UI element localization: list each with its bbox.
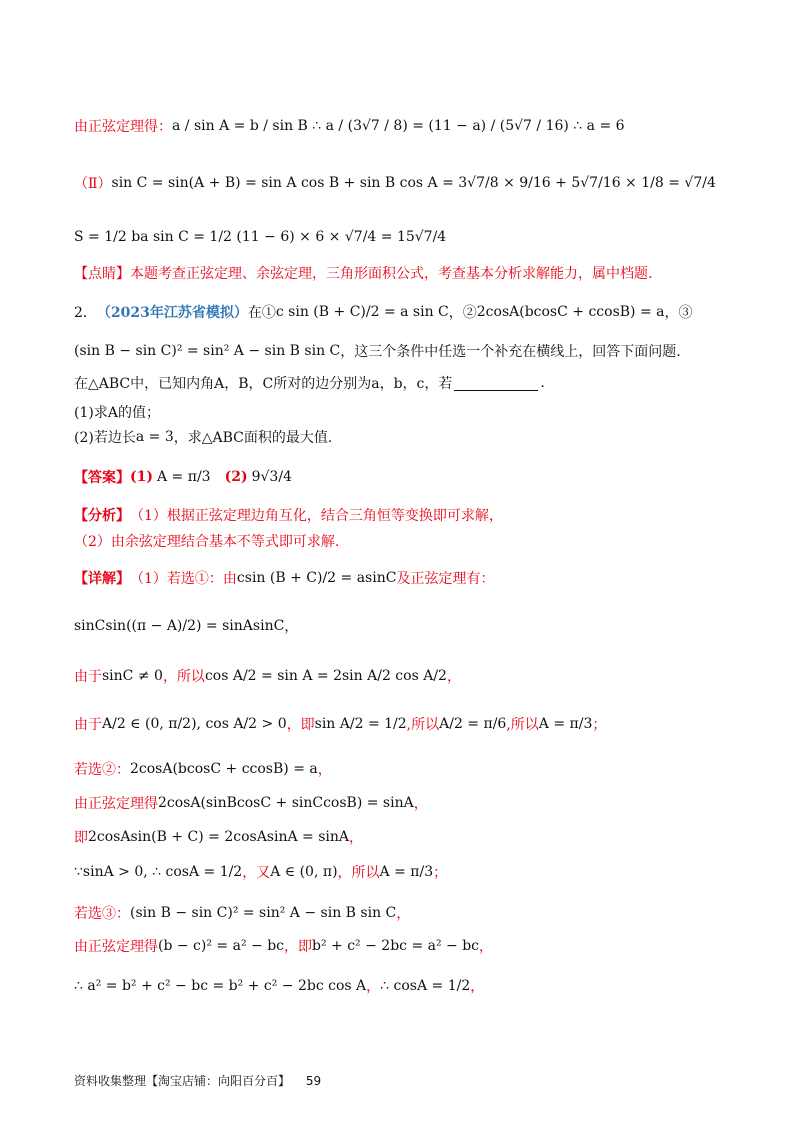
comment-line <box>74 262 652 284</box>
detail-text-10a: 由正弦定理得 <box>74 939 158 955</box>
detail-line-11 <box>74 972 484 1000</box>
question-text-2: ，② <box>448 305 477 321</box>
detail-text-9a: 若选③： <box>74 906 130 922</box>
detail-text-5-end: ， <box>317 762 332 778</box>
question-text-1: 在① <box>247 305 276 321</box>
detail-text-8a: ，又 <box>242 865 271 881</box>
detail-text-6-end: ， <box>413 796 428 812</box>
detail-text-2-end: ， <box>284 619 299 635</box>
detail-formula-10b: b² + c² − 2bc = a² − bc <box>312 938 480 954</box>
detail-line-5 <box>74 758 332 780</box>
detail-text-8b: ，所以 <box>337 865 380 881</box>
answer-part-2-label: (2) <box>224 469 248 485</box>
question-text-3: ，③ <box>664 305 693 321</box>
detail-text-7a: 即 <box>74 830 88 846</box>
detail-formula-4c: A/2 = π/6 <box>439 716 507 732</box>
detail-formula-8b: A ∈ (0, π) <box>270 864 338 880</box>
detail-text-9-end: ， <box>396 906 411 922</box>
question-number: 2． <box>74 305 97 321</box>
detail-text-4b: ，即 <box>286 717 315 733</box>
detail-line-6 <box>74 792 428 814</box>
detail-formula-7: 2cosAsin(B + C) = 2cosAsinA = sinA <box>88 829 350 845</box>
detail-text-11-end: ， <box>470 979 485 995</box>
detail-formula-3b: cos A/2 = sin A = 2sin A/2 cos A/2 <box>204 668 447 684</box>
sub-question-1 <box>74 401 160 423</box>
detail-line-1 <box>74 564 494 592</box>
condition-3-formula: (sin B − sin C)² = sin² A − sin B sin C <box>74 343 341 359</box>
detail-formula-4a: A/2 ∈ (0, π/2), cos A/2 > 0 <box>102 716 287 732</box>
answer-label: 【答案】 <box>74 470 130 486</box>
page-number: 59 <box>305 1074 322 1088</box>
part2-sinC-line <box>74 168 716 198</box>
detail-formula-3a: sinC ≠ 0 <box>102 668 163 684</box>
area-formula: S = 1/2 ba sin C = 1/2 (11 − 6) × 6 × √7/4 = 15√7/4 <box>74 229 447 245</box>
detail-text-1a: （1）若选①：由 <box>130 571 237 587</box>
detail-formula-9: (sin B − sin C)² = sin² A − sin B sin C <box>130 905 397 921</box>
question-text-4: ，这三个条件中任选一个补充在横线上，回答下面问题. <box>340 344 681 360</box>
sub-question-2-text-a: (2)若边长 <box>74 430 136 446</box>
answer-blank <box>454 376 538 391</box>
detail-line-2 <box>74 612 298 640</box>
detail-text-6a: 由正弦定理得 <box>74 796 158 812</box>
detail-line-4 <box>74 710 606 738</box>
detail-line-9 <box>74 902 410 924</box>
detail-text-3a: 由于 <box>74 669 102 685</box>
detail-formula-11b: ∴ cosA = 1/2 <box>380 978 471 994</box>
question-2-line-3 <box>74 372 545 394</box>
law-of-sines-label: 由正弦定理得： <box>74 119 172 135</box>
detail-line-8 <box>74 858 447 886</box>
detail-text-5a: 若选②： <box>74 762 130 778</box>
detail-text-4c: ,所以 <box>406 717 440 733</box>
analysis-label: 【分析】 <box>74 508 130 524</box>
analysis-text-2: （2）由余弦定理结合基本不等式即可求解. <box>74 534 340 550</box>
law-of-sines-line <box>74 100 625 152</box>
detail-text-1b: 及正弦定理有： <box>396 571 495 587</box>
area-line <box>74 222 446 252</box>
detail-text-10-end: ， <box>479 939 494 955</box>
question-2-line-2 <box>74 340 681 362</box>
detail-line-3 <box>74 662 461 690</box>
detail-text-8-end: ； <box>433 865 448 881</box>
detail-text-11a: ， <box>366 979 381 995</box>
detail-formula-8a: ∵sinA > 0, ∴ cosA = 1/2 <box>74 864 243 880</box>
question-text-5-end: . <box>540 375 545 391</box>
detail-label: 【详解】 <box>74 571 130 587</box>
detail-line-10 <box>74 935 493 957</box>
part2-label: （Ⅱ） <box>74 176 112 192</box>
detail-text-10b: ，即 <box>284 939 312 955</box>
detail-text-3-end: ， <box>446 669 461 685</box>
sub-question-2 <box>74 426 332 448</box>
detail-text-7-end: ， <box>349 830 364 846</box>
footer-text: 资料收集整理【淘宝店铺：向阳百分百】 <box>74 1074 291 1088</box>
detail-line-7 <box>74 826 363 848</box>
detail-formula-5: 2cosA(bcosC + ccosB) = a <box>130 761 318 777</box>
question-source: （2023年江苏省模拟） <box>96 305 248 321</box>
detail-formula-8c: A = π/3 <box>379 864 434 880</box>
sub-question-2-formula: a = 3 <box>135 429 174 445</box>
detail-formula-2: sinCsin((π − A)/2) = sinAsinC <box>74 618 285 634</box>
sinC-formula: sin C = sin(A + B) = sin A cos B + sin B cos A = 3√7/8 × 9/16 + 5√7/16 × 1/8 = √7/4 <box>111 175 716 191</box>
detail-formula-6: 2cosA(sinBcosC + sinCcosB) = sinA <box>158 795 414 811</box>
detail-text-4a: 由于 <box>74 717 102 733</box>
analysis-text-1: （1）根据正弦定理边角互化，结合三角恒等变换即可求解， <box>130 508 503 524</box>
detail-text-3b: ，所以 <box>162 669 205 685</box>
question-text-5: 在△ABC中，已知内角A，B，C所对的边分别为a，b，c，若 <box>74 376 453 392</box>
sub-question-2-text-b: ，求△ABC面积的最大值. <box>173 430 333 446</box>
sub-question-1-text: (1)求A的值； <box>74 405 160 421</box>
law-of-sines-formula: a / sin A = b / sin B ∴ a / (3√7 / 8) = (11 − a) / (5√7 / 16) ∴ a = 6 <box>172 118 625 134</box>
answer-part-1-value: A = π/3 <box>157 469 211 485</box>
question-2-line-1 <box>74 298 692 326</box>
detail-formula-4d: A = π/3 <box>538 716 593 732</box>
condition-2-formula: 2cosA(bcosC + ccosB) = a <box>476 304 665 320</box>
answer-part-2-value: 9√3/4 <box>251 469 292 485</box>
detail-formula-10a: (b − c)² = a² − bc <box>158 938 284 954</box>
answer-part-1-label: (1) <box>130 469 153 485</box>
detail-formula-11a: ∴ a² = b² + c² − bc = b² + c² − 2bc cos A <box>74 978 367 994</box>
comment-text: 【点睛】本题考查正弦定理、余弦定理，三角形面积公式，考查基本分析求解能力，属中档题. <box>74 266 653 282</box>
detail-formula-4b: sin A/2 = 1/2 <box>314 716 407 732</box>
analysis-line-1 <box>74 504 503 526</box>
condition-1-formula: c sin (B + C)/2 = a sin C <box>275 304 449 320</box>
detail-text-4-end: ； <box>592 717 607 733</box>
page-footer <box>74 1072 321 1089</box>
analysis-line-2 <box>74 530 339 552</box>
answer-line <box>74 460 292 494</box>
detail-formula-1: csin (B + C)/2 = asinC <box>236 570 397 586</box>
detail-text-4d: ,所以 <box>506 717 539 733</box>
